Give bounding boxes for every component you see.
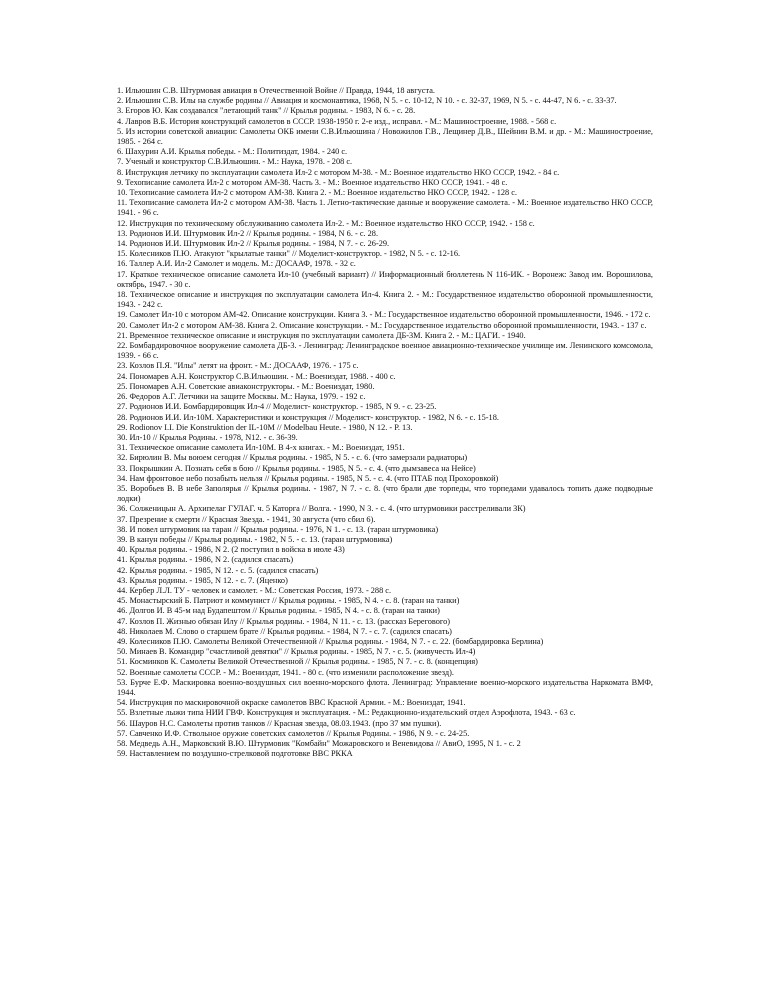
- reference-item: 46. Долгов И. В 45-м над Будапештом // Крылья родины. - 1985, N 4. - с. 8. (таран на танки): [117, 606, 440, 616]
- reference-item: 37. Презрение к смерти // Красная Звезда. - 1941, 30 августа (что сбил 6).: [117, 514, 376, 524]
- reference-item: 47. Козлов П. Жизнью обязан Илу // Крылья родины. - 1984, N 11. - с. 13. (рассказ Берегового): [117, 616, 451, 626]
- reference-item: 22. Бомбардировочное вооружение самолета ДБ-3. - Ленинград: Ленинградское военное авиационно-техническое училище им. Ленинского комсомола, 1939. - 66 с.: [117, 341, 653, 361]
- reference-item: 14. Родионов И.И. Штурмовик Ил-2 // Крылья родины. - 1984, N 7. - с. 26-29.: [117, 239, 390, 249]
- reference-item: 11. Техописание самолета Ил-2 с мотором АМ-38. Часть 1. Летно-тактические данные и вооружение самолета. - М.: Военное издательство НКО СССР, 1941. - 96 с.: [117, 198, 653, 218]
- reference-item: 29. Rodionov I.I. Die Konstruktion der IL-10M // Modelbau Heute. - 1980, N 12. - P. 13.: [117, 422, 413, 432]
- reference-item: 39. В канун победы // Крылья родины. - 1982, N 5. - с. 13. (таран штурмовика): [117, 534, 393, 544]
- reference-item: 19. Самолет Ил-10 с мотором АМ-42. Описание конструкции. Книга 3. - М.: Государственное издательство оборонной промышленности, 1946. - 172 с.: [117, 310, 651, 320]
- reference-item: 56. Шауров Н.С. Самолеты против танков // Красная звезда, 08.03.1943. (про 37 мм пушки).: [117, 718, 442, 728]
- reference-item: 38. И повел штурмовик на таран // Крылья родины. - 1976, N 1. - с. 13. (таран штурмовика): [117, 524, 439, 534]
- reference-item: 16. Таллер А.И. Ил-2 Самолет и модель. М.: ДОСААФ, 1978. - 32 с.: [117, 259, 356, 269]
- reference-item: 50. Минаев В. Командир "счастливой девятки" // Крылья родины. - 1985, N 7. - с. 5. (живучесть Ил-4): [117, 647, 476, 657]
- reference-item: 58. Медведь А.Н., Марковский В.Ю. Штурмовик "Комбайн" Можаровского и Веневидова // АвиО, 1995, N 1. - с. 2: [117, 739, 521, 748]
- reference-item: 35. Воробьев В. В небе Заполярья // Крылья родины. - 1987, N 7. - с. 8. (что брали две торпеды, что торпедами удавалось топить даже подводные лодки): [117, 483, 653, 504]
- reference-item: 51. Косминков К. Самолеты Великой Отечественной // Крылья родины. - 1985, N 7. - с. 8. (концепция): [117, 657, 478, 667]
- reference-item: 53. Бурче Е.Ф. Маскировка военно-воздушных сил военно-морского флота. Ленинград: Управление военно-морского издательства Наркомата ВМФ, 1944.: [117, 677, 653, 697]
- reference-item: 8. Инструкция летчику по эксплуатации самолета Ил-2 с мотором М-38. - М.: Военное издательство НКО СССР, 1942. - 84 с.: [117, 167, 560, 177]
- reference-item: 6. Шахурин А.И. Крылья победы. - М.: Политиздат, 1984. - 240 с.: [117, 147, 348, 157]
- reference-item: 28. Родионов И.И. Ил-10М. Характеристики и конструкция // Моделист- конструктор. - 1982, N 6. - с. 15-18.: [117, 412, 499, 422]
- reference-item: 40. Крылья родины. - 1986, N 2. (2 поступил в войска в июле 43): [117, 545, 345, 555]
- reference-item: 31. Техническое описание самолета Ил-10М. В 4-х книгах. - М.: Воениздат, 1951.: [117, 443, 405, 453]
- reference-item: 27. Родионов И.И. Бомбардировщик Ил-4 // Моделист- конструктор. - 1985, N 9. - с. 23-25.: [117, 402, 437, 412]
- reference-item: 36. Солженицын А. Архипелаг ГУЛАГ. ч. 5 Каторга // Волга. - 1990, N 3. - с. 4. (что штурмовики расстреливали ЗК): [117, 504, 526, 514]
- reference-item: 24. Пономарев А.Н. Конструктор С.В.Ильюшин. - М.: Воениздат, 1988. - 400 с.: [117, 371, 396, 381]
- reference-item: 4. Лавров В.Б. История конструкций самолетов в СССР. 1938-1950 г. 2-е изд., исправл. - М.: Машиностроение, 1988. - 568 с.: [117, 116, 557, 126]
- reference-item: 33. Покрышкин А. Познать себя в бою // Крылья родины. - 1985, N 5. - с. 4. (что дымзавеса на Нейсе): [117, 463, 476, 473]
- reference-item: 20. Самолет Ил-2 с мотором АМ-38. Книга 2. Описание конструкции. - М.: Государственное издательство оборонной промышленности, 1943. - 137 с.: [117, 320, 647, 330]
- reference-item: 30. Ил-10 // Крылья Родины. - 1978, N12. - с. 36-39.: [117, 432, 298, 442]
- reference-item: 34. Нам фронтовое небо позабыть нельзя // Крылья родины. - 1985, N 5. - с. 4. (что ПТАБ под Прохоровкой): [117, 473, 499, 483]
- reference-item: 49. Колесников П.Ю. Самолеты Великой Отечественной // Крылья родины. - 1984, N 7. - с. 22. (бомбардировка Берлина): [117, 636, 544, 646]
- reference-item: 12. Инструкция по техническому обслуживанию самолета Ил-2. - М.: Военное издательство НКО СССР, 1942. - 158 с.: [117, 218, 535, 228]
- reference-item: 10. Техописание самолета Ил-2 с мотором АМ-38. Книга 2. - М.: Военное издательство НКО СССР, 1942. - 128 с.: [117, 188, 518, 198]
- reference-item: 57. Савченко И.Ф. Ствольное оружие советских самолетов // Крылья Родины. - 1986, N 9. - с. 24-25.: [117, 728, 470, 738]
- reference-item: 54. Инструкция по маскировочной окраске самолетов ВВС Красной Армии. - М.: Воениздат, 1941.: [117, 698, 466, 708]
- reference-item: 23. Козлов П.Я. "Илы" летят на фронт. - М.: ДОСААФ, 1976. - 175 с.: [117, 361, 359, 371]
- reference-item: 3. Егоров Ю. Как создавался "летающий танк" // Крылья родины. - 1983, N 6. - с. 28.: [117, 106, 416, 116]
- reference-list: [117, 86, 653, 759]
- reference-item: 48. Николаев М. Слово о старшем брате // Крылья родины. - 1984, N 7. - с. 7. (садился спасать): [117, 626, 452, 636]
- reference-item: 13. Родионов И.И. Штурмовик Ил-2 // Крылья родины. - 1984, N 6. - с. 28.: [117, 228, 379, 238]
- reference-item: 9. Техописание самолета Ил-2 с мотором АМ-38. Часть 3. - М.: Военное издательство НКО СССР, 1941. - 48 с.: [117, 177, 508, 187]
- reference-item: 1. Ильюшин С.В. Штурмовая авиация в Отечественной Войне // Правда, 1944, 18 августа.: [117, 86, 435, 95]
- reference-item: 17. Краткое техническое описание самолета Ил-10 (учебный вариант) // Информационный бюллетень N 116-ИК. - Воронеж: Завод им. Ворошилова, октябрь, 1947. - 30 с.: [117, 269, 653, 289]
- reference-item: 55. Взлетные лыжи типа НИИ ГВФ. Конструкция и эксплуатация. - М.: Редакционно-издательский отдел Аэрофлота, 1943. - 63 с.: [117, 708, 576, 718]
- reference-item: 44. Кербер Л.Л. ТУ - человек и самолет. - М.: Советская Россия, 1973. - 288 с.: [117, 585, 392, 595]
- reference-item: 52. Военные самолеты СССР. - М.: Воениздат, 1941. - 80 с. (что изменили расположение звезд).: [117, 667, 454, 677]
- reference-item: 18. Техническое описание и инструкция по эксплуатации самолета Ил-4. Книга 2. - М.: Государственное издательство оборонной промышленности, 1943. - 242 с.: [117, 290, 653, 310]
- reference-item: 26. Федоров А.Г. Летчики на защите Москвы. М.: Наука, 1979. - 192 с.: [117, 392, 366, 402]
- reference-item: 43. Крылья родины. - 1985, N 12. - с. 7. (Яценко): [117, 575, 288, 585]
- reference-item: 2. Ильюшин С.В. Илы на службе родины // Авиация и космонавтика, 1968, N 5. - с. 10-12, N 10. - с. 32-37, 1969, N 5. - с. 44-47, N 6. - с. 33-37.: [117, 96, 617, 106]
- reference-item: 5. Из истории советской авиации: Самолеты ОКБ имени С.В.Ильюшина / Новожилов Г.В., Лещинер Д.В., Шейнин В.М. и др. - М.: Машиностроение, 1985. - 264 с.: [117, 126, 653, 147]
- reference-item: 32. Бирюлин В. Мы воюем сегодня // Крылья родины. - 1985, N 5. - с. 6. (что замерзали радиаторы): [117, 453, 468, 463]
- reference-item: 45. Монастырский Б. Патриот и коммунист // Крылья родины. - 1985, N 4. - с. 8. (таран на танки): [117, 596, 460, 606]
- reference-item: 41. Крылья родины. - 1986, N 2. (садился спасать): [117, 555, 294, 565]
- reference-item: 21. Временное техническое описание и инструкция по эксплуатации самолета ДБ-3М. Книга 2. - М.: ЦАГИ. - 1940.: [117, 330, 526, 340]
- reference-item: 42. Крылья родины. - 1985, N 12. - с. 5. (садился спасать): [117, 565, 319, 575]
- reference-item: 15. Колесников П.Ю. Атакуют "крылатые танки" // Моделист-конструктор. - 1982, N 5. - с. 12-16.: [117, 249, 461, 259]
- reference-item: 25. Пономарев А.Н. Советские авиаконструкторы. - М.: Воениздат, 1980.: [117, 381, 375, 391]
- reference-item: 59. Наставлением по воздушно-стрелковой подготовке ВВС РККА: [117, 749, 353, 759]
- reference-item: 7. Ученый и конструктор С.В.Ильюшин. - М.: Наука, 1978. - 208 с.: [117, 157, 353, 167]
